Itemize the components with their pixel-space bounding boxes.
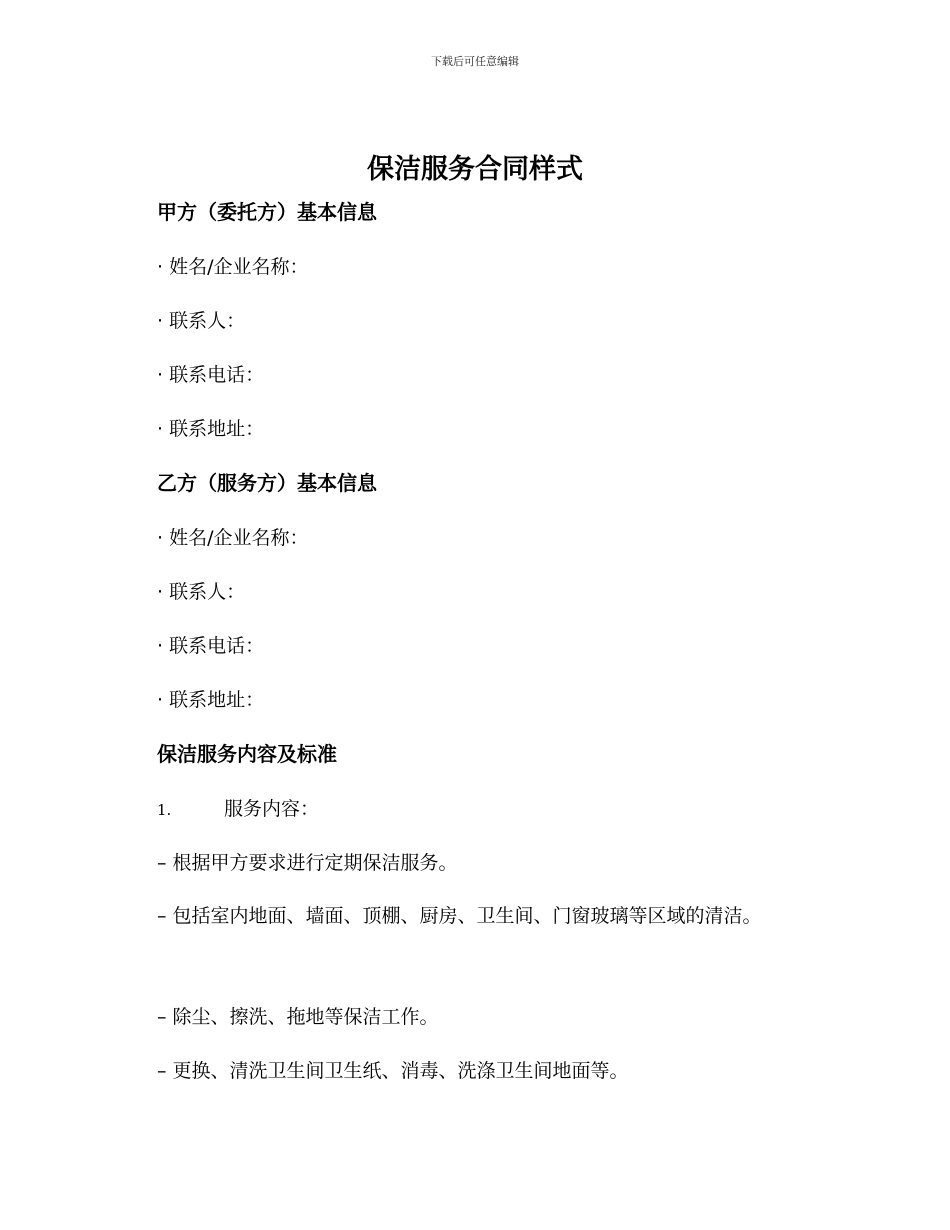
party-b-name-field: · 姓名/企业名称： bbox=[157, 527, 309, 549]
service-heading: 保洁服务内容及标准 bbox=[157, 742, 337, 766]
document-title: 保洁服务合同样式 bbox=[367, 154, 583, 185]
party-a-phone-field: · 联系电话： bbox=[157, 364, 265, 386]
service-item-1 bbox=[157, 795, 319, 824]
party-a-heading: 甲方（委托方）基本信息 bbox=[157, 200, 377, 224]
party-b-heading: 乙方（服务方）基本信息 bbox=[157, 471, 377, 495]
service-item-1-label: 服务内容： bbox=[224, 798, 320, 820]
service-line: – 除尘、擦洗、拖地等保洁工作。 bbox=[157, 1006, 439, 1028]
service-line: – 包括室内地面、墙面、顶棚、厨房、卫生间、门窗玻璃等区域的清洁。 bbox=[157, 905, 762, 927]
header-note: 下载后可任意编辑 bbox=[431, 55, 519, 68]
party-a-contact-field: · 联系人： bbox=[157, 310, 246, 332]
party-b-phone-field: · 联系电话： bbox=[157, 635, 265, 657]
party-b-address-field: · 联系地址： bbox=[157, 689, 265, 711]
party-b-contact-field: · 联系人： bbox=[157, 581, 246, 603]
service-line: – 根据甲方要求进行定期保洁服务。 bbox=[157, 852, 458, 874]
list-number: 1. bbox=[157, 801, 172, 819]
party-a-name-field: · 姓名/企业名称： bbox=[157, 256, 309, 278]
service-line: – 更换、清洗卫生间卫生纸、消毒、洗涤卫生间地面等。 bbox=[157, 1060, 629, 1082]
party-a-address-field: · 联系地址： bbox=[157, 418, 265, 440]
